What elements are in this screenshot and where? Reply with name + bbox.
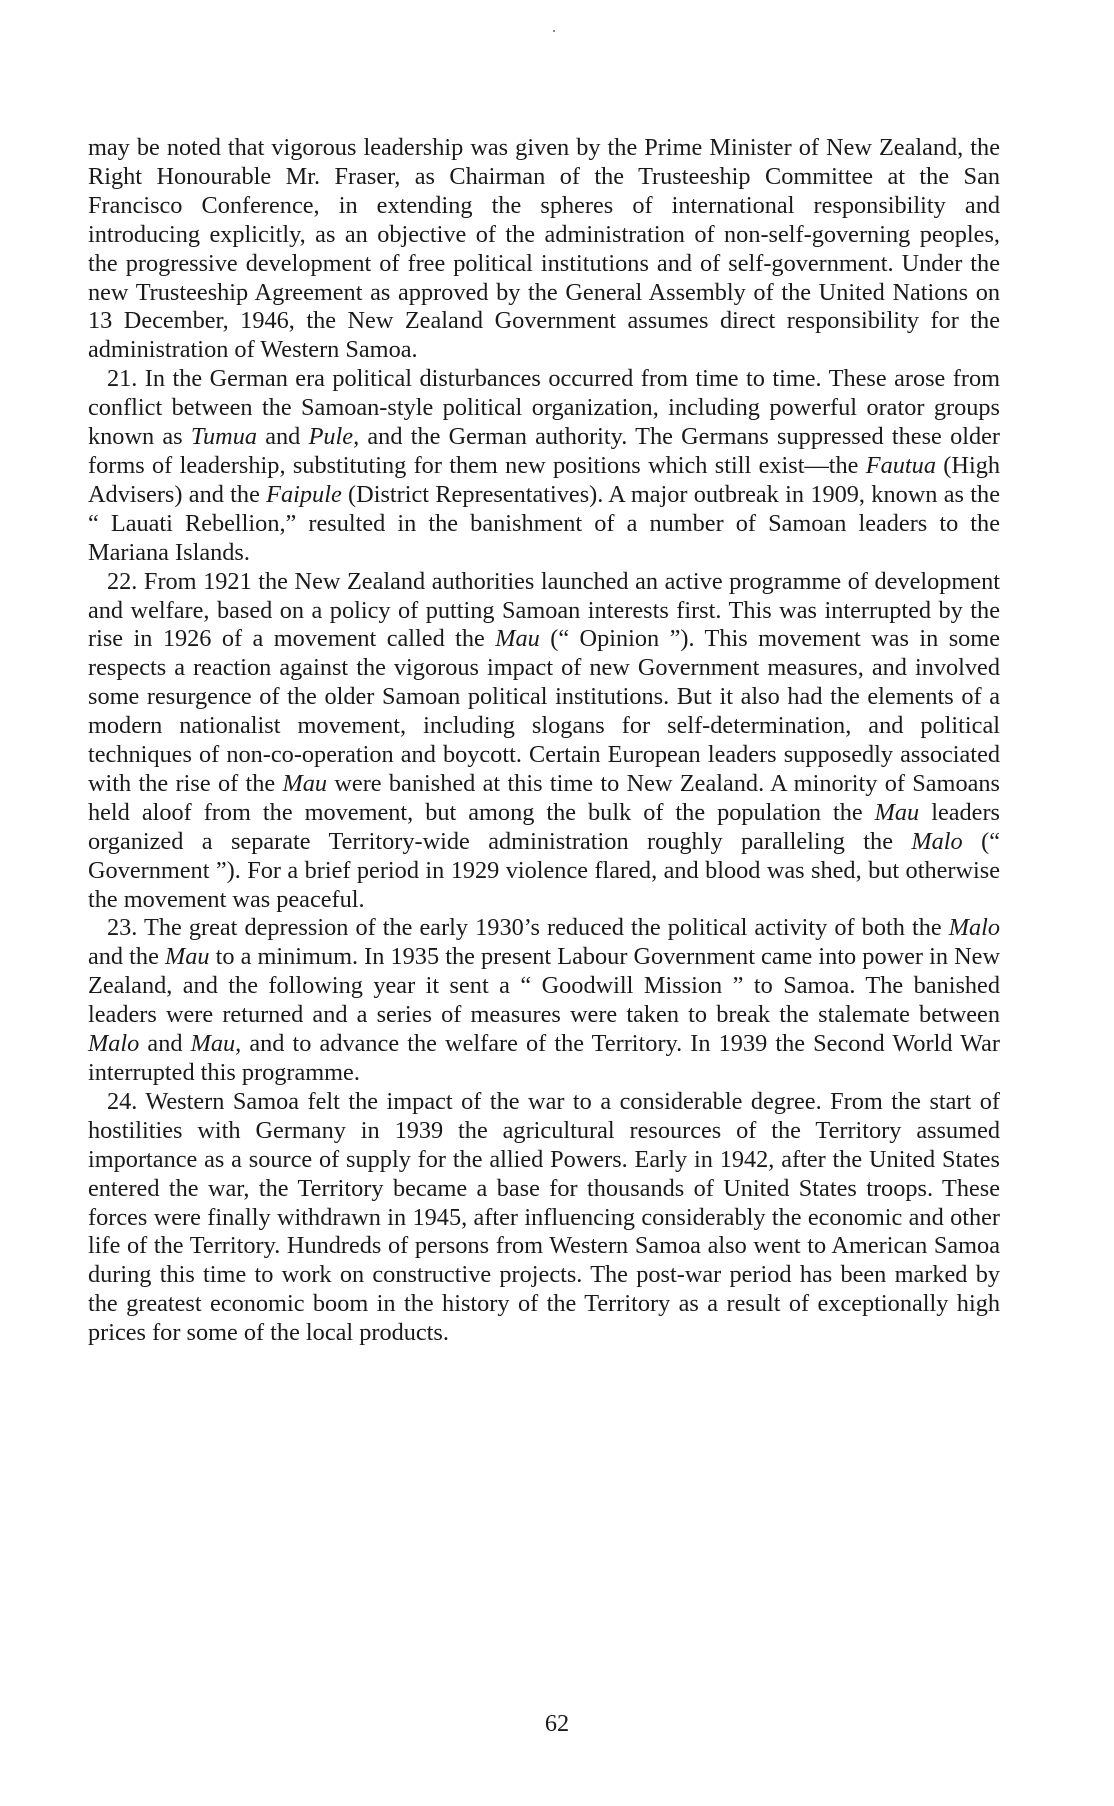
paragraph-text: 22. From 1921 the New Zealand authorities launched an active programme of development and welfare, based on a policy of putting Samoan interests first. This was interrupted by the rise in 1926 of a movement called the bbox=[88, 567, 1000, 653]
paragraph-text: (“ Government ”). For a brief period in 1929 violence flared, and blood was shed, but otherwise the movement was peaceful. bbox=[88, 827, 1000, 913]
paragraph-p20-continuation bbox=[88, 134, 1000, 365]
paragraph-text: to a minimum. In 1935 the present Labour Government came into power in New Zealand, and the following year it sent a “ Goodwill Mission ” to Samoa. The banished leaders were returned and a series of measures were taken to break the stalemate between bbox=[88, 943, 1000, 1029]
paragraph-text: were banished at this time to New Zealand. A minority of Samoans held aloof from the movement, but among the bulk of the population the bbox=[88, 769, 1000, 826]
paragraph-text: (High Advisers) and the bbox=[88, 451, 1000, 508]
italic-term: Mau, bbox=[190, 1030, 242, 1058]
paragraph-text: (“ Opinion ”). This movement was in some respects a reaction against the vigorous impact of new Government measures, and involved some resurgence of the older Samoan political institutions. But it also had the elements of a modern nationalist movement, including slogans for self-determination, and political techniques of non-co-operation and boycott. Certain European leaders supposedly associated with the rise of the bbox=[88, 625, 1000, 797]
paragraph-text: 21. In the German era political disturbances occurred from time to time. These arose from conflict between the Samoan-style political organization, including powerful orator groups known as bbox=[88, 365, 1000, 451]
paragraph-text: and the German authority. The Germans suppressed these older forms of leadership, substituting for them new positions which still exist—the bbox=[88, 423, 1000, 479]
italic-term: Pule, bbox=[308, 423, 360, 451]
paragraph-p23 bbox=[88, 914, 1000, 1087]
paragraph-text: and bbox=[257, 423, 309, 451]
italic-term: Fautua bbox=[865, 451, 936, 479]
scan-speck bbox=[553, 30, 555, 32]
paragraph-text: may be noted that vigorous leadership was given by the Prime Minister of New Zealand, the Right Honourable Mr. Fraser, as Chairman of the Trusteeship Committee at the San Francisco Conference, in extending the spheres of international responsibility and introducing explicitly, as an objective of the administration of non-self-governing peoples, the progressive development of free political institutions and of self-government. Under the new Trusteeship Agreement as approved by the General Assembly of the United Nations on 13 December, 1946, the New Zealand Government assumes direct responsibility for the administration of Western Samoa. bbox=[88, 134, 1000, 364]
italic-term: Malo bbox=[88, 1030, 140, 1058]
paragraph-text: and to advance the welfare of the Territory. In 1939 the Second World War interrupted this programme. bbox=[88, 1030, 1000, 1086]
paragraph-text: (District Representatives). A major outbreak in 1909, known as the “ Lauati Rebellion,” resulted in the banishment of a number of Samoan leaders to the Mariana Islands. bbox=[88, 480, 1000, 566]
italic-term: Mau bbox=[874, 798, 920, 826]
paragraph-text: 23. The great depression of the early 1930’s reduced the political activity of both the bbox=[107, 914, 949, 942]
italic-term: Mau bbox=[282, 769, 328, 797]
italic-term: Malo bbox=[911, 827, 963, 855]
paragraph-text: leaders organized a separate Territory-wide administration roughly paralleling the bbox=[88, 798, 1000, 855]
italic-term: Faipule bbox=[266, 480, 342, 508]
italic-term: Tumua bbox=[190, 423, 258, 451]
paragraph-text: and the bbox=[88, 943, 165, 971]
body-text bbox=[88, 134, 1000, 1348]
italic-term: Malo bbox=[948, 914, 1000, 942]
paragraph-p21 bbox=[88, 365, 1000, 567]
paragraph-text: 24. Western Samoa felt the impact of the war to a considerable degree. From the start of hostilities with Germany in 1939 the agricultural resources of the Territory assumed importance as a source of supply for the allied Powers. Early in 1942, after the United States entered the war, the Territory became a base for thousands of United States troops. These forces were finally withdrawn in 1945, after influencing considerably the economic and other life of the Territory. Hundreds of persons from Western Samoa also went to American Samoa during this time to work on constructive projects. The post-war period has been marked by the greatest economic boom in the history of the Territory as a result of exceptionally high prices for some of the local products. bbox=[88, 1087, 1000, 1347]
paragraph-p22 bbox=[88, 568, 1000, 915]
paragraph-p24 bbox=[88, 1088, 1000, 1348]
page-number: 62 bbox=[544, 1710, 570, 1737]
italic-term: Mau bbox=[164, 943, 210, 971]
paragraph-text: and bbox=[139, 1030, 191, 1058]
italic-term: Mau bbox=[495, 625, 540, 653]
